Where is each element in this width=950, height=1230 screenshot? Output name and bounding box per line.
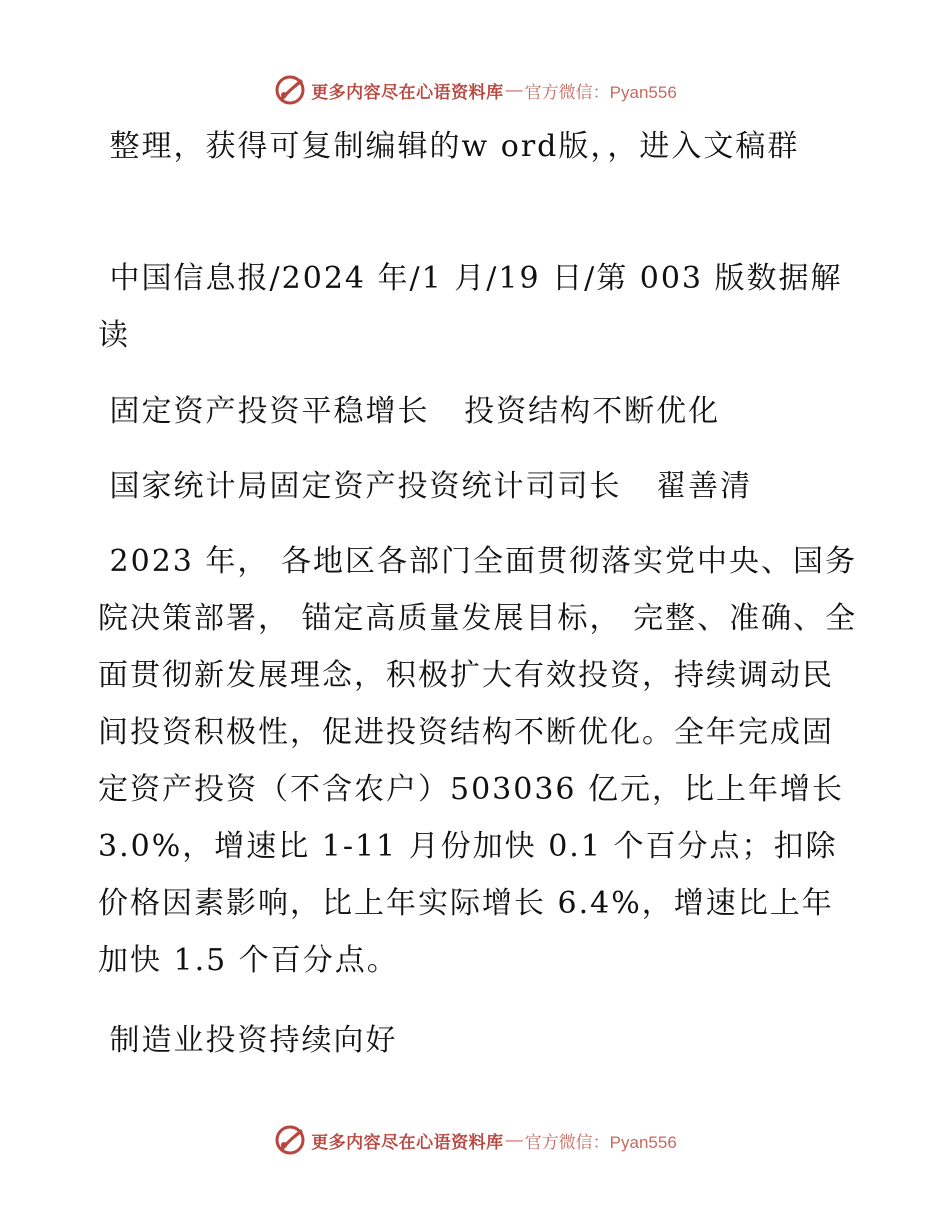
- watermark-wechat-text: 官方微信：Pyan556: [524, 1132, 677, 1152]
- watermark-dash: —: [505, 1130, 523, 1149]
- paragraph-body: 2023 年， 各地区各部门全面贯彻落实党中央、国务院决策部署， 锚定高质量发展目标， 完整、准确、全面贯彻新发展理念，积极扩大有效投资，持续调动民间投资积极性，促进投资结构不断优化。全年完成固定资产投资（不含农户）503036 亿元，比上年增长 3.0%，增速比 1-11 月份加快 0.1 个百分点；扣除价格因素影响，比上年实际增长 6.4%，增速比上年加快 1.5 个百分点。: [98, 544, 858, 978]
- watermark-footer: [0, 1122, 950, 1158]
- watermark-main-text: 更多内容尽在心语资料库: [311, 82, 504, 103]
- paragraph-source: 中国信息报/2024 年/1 月/19 日/第 003 版数据解读: [98, 261, 843, 353]
- paragraph-intro: 整理，获得可复制编辑的w ord版，，进入文稿群: [98, 129, 800, 164]
- watermark-wechat-text: 官方微信：Pyan556: [524, 82, 677, 102]
- brush-logo-icon: [273, 73, 307, 107]
- watermark-dash: —: [505, 80, 523, 99]
- brush-logo-icon: [273, 1123, 307, 1157]
- article-author: 国家统计局固定资产投资统计司司长 翟善清: [98, 469, 753, 504]
- section-heading: 制造业投资持续向好: [98, 1023, 398, 1058]
- watermark-header: [0, 72, 950, 108]
- article-title: 固定资产投资平稳增长 投资结构不断优化: [98, 394, 721, 429]
- watermark-main-text: 更多内容尽在心语资料库: [311, 1132, 504, 1153]
